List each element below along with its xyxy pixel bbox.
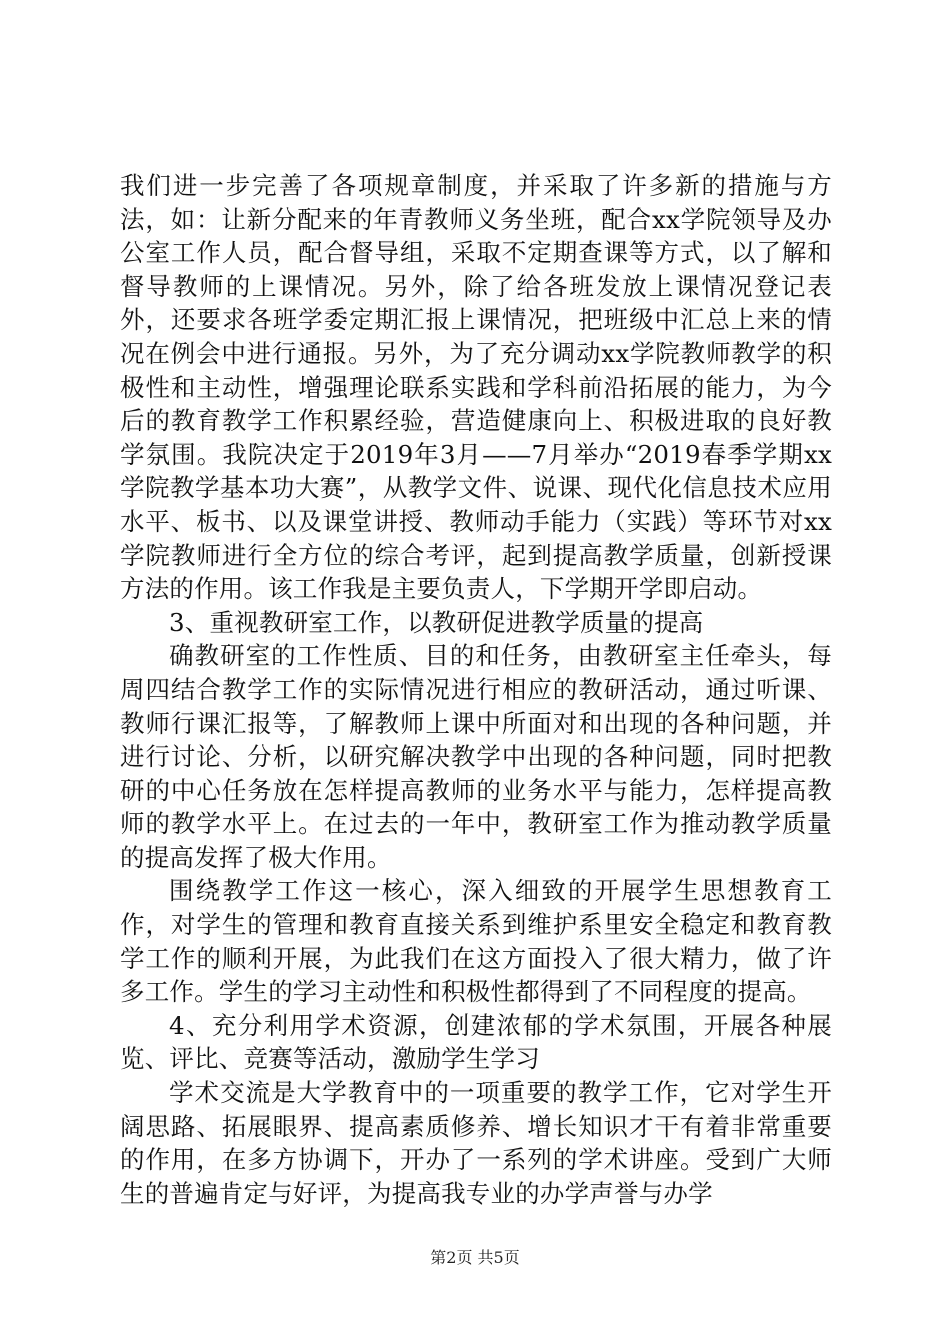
paragraph-1: 我们进一步完善了各项规章制度，并采取了许多新的措施与方法，如：让新分配来的年青教师义务坐班，配合xx学院领导及办公室工作人员，配合督导组，采取不定期查课等方式，以了解和督导教师的上课情况。另外，除了给各班发放上课情况登记表外，还要求各班学委定期汇报上课情况，把班级中汇总上来的情况在例会中进行通报。另外，为了充分调动xx学院教师教学的积极性和主动性，增强理论联系实践和学科前沿拓展的能力，为今后的教育教学工作积累经验，营造健康向上、积极进取的良好教学氛围。我院决定于2019年3月——7月举办“2019春季学期xx学院教学基本功大赛”，从教学文件、说课、现代化信息技术应用水平、板书、以及课堂讲授、教师动手能力（实践）等环节对xx学院教师进行全方位的综合考评，起到提高教学质量，创新授课方法的作用。该工作我是主要负责人，下学期开学即启动。 <box>120 171 832 604</box>
document-body <box>120 169 832 1210</box>
paragraph-4: 学术交流是大学教育中的一项重要的教学工作，它对学生开阔思路、拓展眼界、提高素质修养、增长知识才干有着非常重要的作用，在多方协调下，开办了一系列的学术讲座。受到广大师生的普遍肯定与好评，为提高我专业的办学声誉与办学 <box>120 1078 832 1208</box>
section-heading-4: 4、充分利用学术资源，创建浓郁的学术氛围，开展各种展览、评比、竞赛等活动，激励学生学习 <box>120 1010 832 1074</box>
paragraph-3: 围绕教学工作这一核心，深入细致的开展学生思想教育工作，对学生的管理和教育直接关系到维护系里安全稳定和教育教学工作的顺利开展，为此我们在这方面投入了很大精力，做了许多工作。学生的学习主动性和积极性都得到了不同程度的提高。 <box>120 876 832 1007</box>
page-number-footer: 第2页 共5页 <box>430 1248 520 1267</box>
section-heading-3: 3、重视教研室工作，以教研促进教学质量的提高 <box>169 607 704 637</box>
paragraph-2: 确教研室的工作性质、目的和任务，由教研室主任牵头，每周四结合教学工作的实际情况进行相应的教研活动，通过听课、教师行课汇报等，了解教师上课中所面对和出现的各种问题，并进行讨论、分析，以研究解决教学中出现的各种问题，同时把教研的中心任务放在怎样提高教师的业务水平与能力，怎样提高教师的教学水平上。在过去的一年中，教研室工作为推动教学质量的提高发挥了极大作用。 <box>120 641 832 872</box>
